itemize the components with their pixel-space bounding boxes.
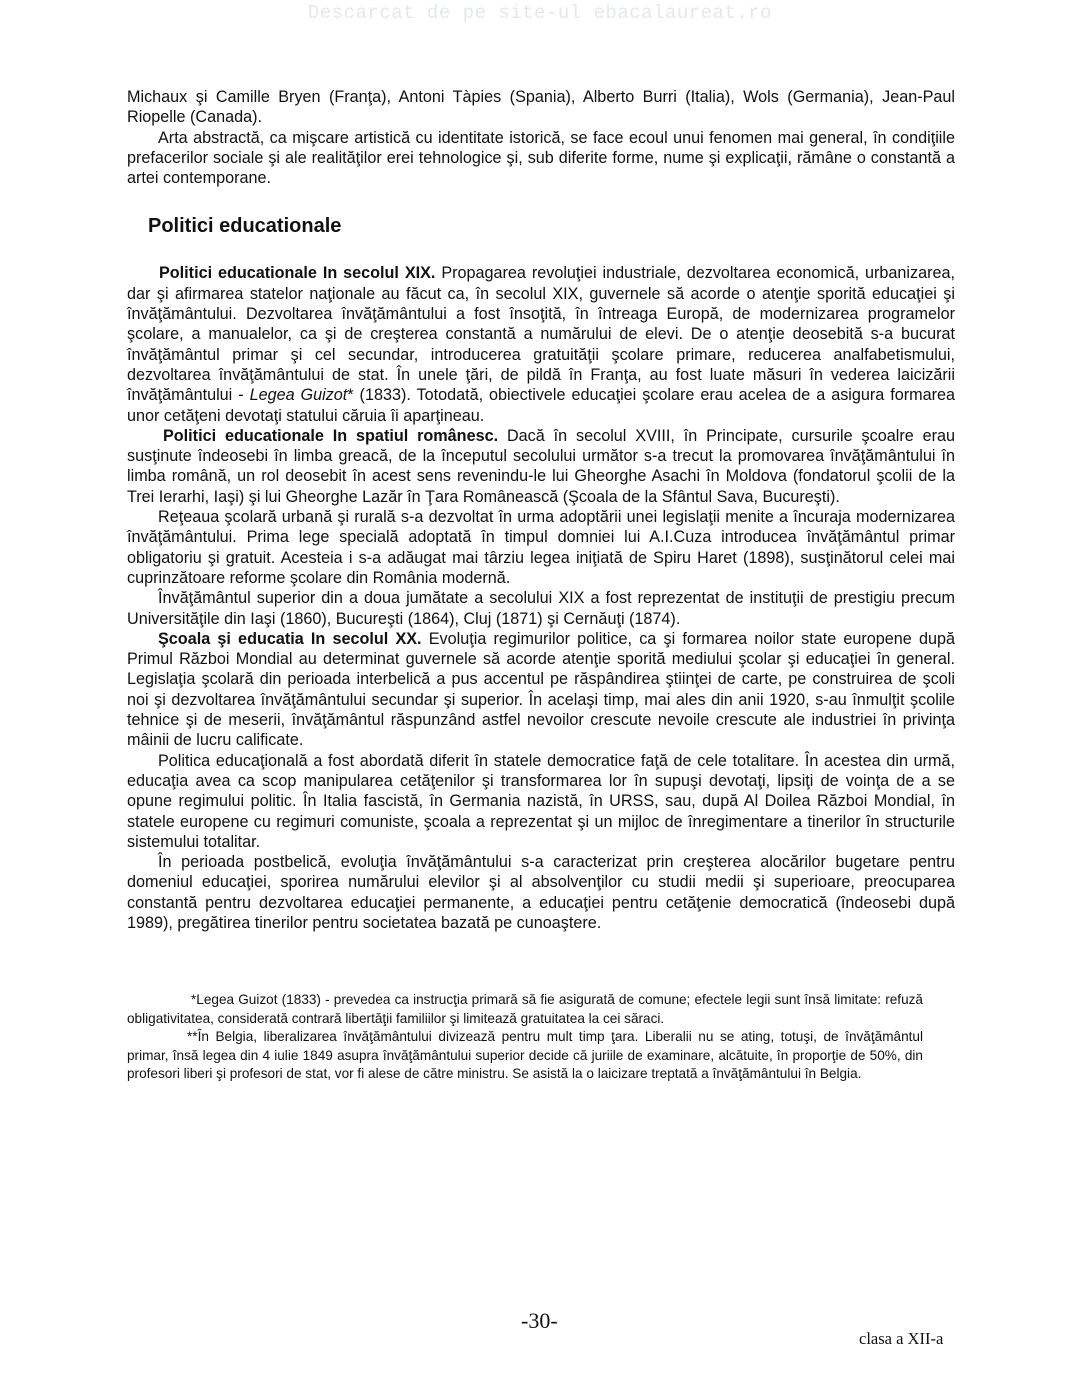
- spacer: [127, 238, 955, 263]
- subheading-20th-century: Şcoala şi educatia In secolul XX.: [158, 629, 422, 648]
- paragraph-text: * (1833). Totodată, obiectivele educaţiei şcolare erau acelea de a asigura formarea unor cetăţeni devotaţi statului căruia îi aparţineau.: [127, 386, 956, 425]
- paragraph-19th-century: [127, 263, 955, 425]
- section-title: Politici educationale: [148, 215, 342, 238]
- paragraph-text: Dacă în secolul XVIII, în Principate, cursurile şcoalre erau susţinute îndeosebi în limba greacă, de la începutul secolului următor s-a trecut la promovarea învăţământului în limba română, un rol deosebit în acest sens revenindu-le lui Gheorghe Asachi în Moldova (fondatorul şcolii de la Trei Ierarhi, Iaşi) şi lui Gheorghe Lazăr în Ţara Românească (Şcoala de la Sfântul Sava, Bucureşti).: [127, 426, 955, 506]
- paragraph-abstract-art: Arta abstractă, ca mişcare artistică cu identitate istorică, se face ecoul unui fenomen mai general, în condiţiile prefacerilor sociale şi ale realităţilor erei tehnologice şi, sub diferite forme, nume şi explicaţii, rămâne o constantă a artei contemporane.: [127, 128, 955, 188]
- footnote-guizot: *Legea Guizot (1833) - prevedea ca instrucţia primară să fie asigurată de comune; efectele legii sunt însă limitate: refuză obligativitatea, considerată contrară libertăţii familiilor şi limitează gratuitatea la cei săraci.: [127, 992, 923, 1026]
- paragraph-totalitarian-policy: Politica educaţională a fost abordată diferit în statele democratice faţă de cele totalitare. În acestea din urmă, educaţia avea ca scop manipularea cetăţenilor şi transformarea lor în supuşi devotaţi, lipsiţi de voinţa de a se opune regimului politic. În Italia fascistă, în Germania nazistă, în URSS, sau, după Al Doilea Război Mondial, în statele europene cu regimuri comuniste, şcoala a reprezentat şi un mijloc de înregimentare a tinerilor în structurile sistemului totalitar.: [127, 751, 955, 851]
- legea-guizot-reference: Legea Guizot: [249, 386, 348, 405]
- footnotes: [127, 991, 923, 1084]
- paragraph-romanian-space: [127, 426, 955, 507]
- paragraph-higher-education: Învăţământul superior din a doua jumătate a secolului XIX a fost reprezentat de instituţii de prestigiu precum Universităţile din Iaşi (1860), Bucureşti (1864), Cluj (1871) şi Cernăuţi (1874).: [127, 589, 955, 628]
- watermark: Descarcat de pe site-ul ebacalaureat.ro: [307, 2, 773, 24]
- paragraph-artists: Michaux şi Camille Bryen (Franţa), Antoni Tàpies (Spania), Alberto Burri (Italia), Wols (Germania), Jean-Paul Riopelle (Canada).: [127, 88, 955, 127]
- paragraph-text: Propagarea revoluţiei industriale, dezvoltarea economică, urbanizarea, dar şi afirmarea statelor naţionale au făcut ca, în secolul XIX, guvernele să acorde o atenţie sporită educaţiei şi învăţământului. Dezvoltarea învăţământului a fost însoţită, în întreaga Europă, de modernizarea programelor şcolare, a manualelor, ca şi de creşterea constantă a numărului de elevi. De o atenţie deosebită s-a bucurat învăţământul primar şi cel secundar, introducerea gratuităţii şcolare primare, reducerea analfabetismului, dezvoltarea învăţământului de stat. În unele ţări, de pildă în Franţa, au fost luate măsuri în vederea laicizării învăţământului -: [127, 264, 955, 405]
- subheading-romanian-space: Politici educationale In spatiul românesc.: [163, 426, 499, 445]
- subheading-19th-century: Politici educationale In secolul XIX.: [159, 264, 436, 283]
- footnote-belgium: **În Belgia, liberalizarea învăţământului divizează pentru mult timp ţara. Liberalii nu se ating, totuşi, de învăţământul primar, însă legea din 4 iulie 1849 asupra învăţământului superior decide că juriile de examinare, alcătuite, în proporţie de 50%, din profesori liberi şi profesori de stat, vor fi alese de către ministru. Se asistă la o laicizare treptată a învăţământului în Belgia.: [127, 1029, 923, 1081]
- page-body: [127, 87, 955, 933]
- page-number: -30-: [521, 1308, 558, 1333]
- class-label: clasa a XII-a: [859, 1329, 944, 1348]
- paragraph-20th-century: [127, 629, 955, 751]
- paragraph-school-network: Reţeaua şcolară urbană şi rurală s-a dezvoltat în urma adoptării unei legislaţii menite a încuraja modernizarea învăţământului. Prima lege specială adoptată în timpul domniei lui A.I.Cuza introducea învăţământul primar obligatoriu şi gratuit. Acesteia i s-a adăugat mai târziu legea iniţiată de Spiru Haret (1898), susţinătorul celei mai cuprinzătoare reforme şcolare din România modernă.: [127, 508, 955, 587]
- paragraph-postwar: În perioada postbelică, evoluţia învăţământului s-a caracterizat prin creşterea alocărilor bugetare pentru domeniul educaţiei, sporirea numărului elevilor şi al absolvenţilor cu studii medii şi superioare, preocuparea constantă pentru dezvoltarea educaţiei permanente, a educaţiei pentru cetăţenie democratică (îndeosebi după 1989), pregătirea tinerilor pentru societatea bazată pe cunoaştere.: [127, 853, 955, 932]
- paragraph-text: Evoluţia regimurilor politice, ca şi formarea noilor state europene după Primul Război Mondial au determinat guvernele să acorde atenţie sporită mediului şcolar şi educaţiei în general. Legislaţia şcolară din perioada interbelică a pus accentul pe răspândirea ştiinţei de carte, pe construirea de şcoli noi şi dezvoltarea învăţământului secundar şi superior. În acelaşi timp, mai ales din anii 1920, s-au înmulţit şcolile tehnice şi de meserii, învăţământul răspunzând astfel nevoilor crescute nevoile crescute ale industriei în privinţa mâinii de lucru calificate.: [127, 629, 955, 750]
